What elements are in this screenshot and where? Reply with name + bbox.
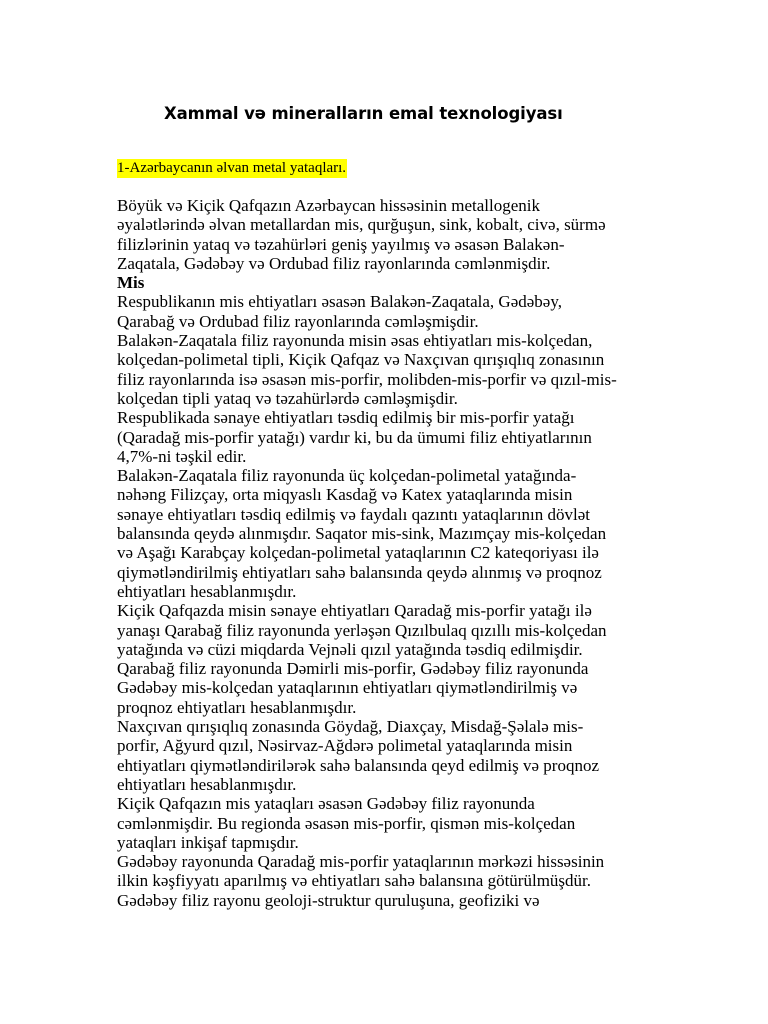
body-text-line: Respublikanın mis ehtiyatları əsasən Balakən-Zaqatala, Gədəbəy, <box>117 292 562 312</box>
body-text-line: balansında qeydə alınmışdır. Saqator mis-sink, Mazımçay mis-kolçedan <box>117 524 607 544</box>
body-text-line: qiymətləndirilmiş ehtiyatları sahə balansında qeydə alınmış və proqnoz <box>117 562 602 582</box>
subheading-line: Mis <box>117 273 145 293</box>
body-text-line: Respublikada sənaye ehtiyatları təsdiq edilmiş bir mis-porfir yatağı <box>117 408 575 428</box>
body-text-line: ilkin kəşfiyyatı aparılmış və ehtiyatları sahə balansına götürülmüşdür. <box>117 871 591 891</box>
body-text-line: Qarabağ və Ordubad filiz rayonlarında cəmləşmişdir. <box>117 311 479 331</box>
body-text-line: Qarabağ filiz rayonunda Dəmirli mis-porfir, Gədəbəy filiz rayonunda <box>117 659 589 679</box>
body-text-line: Balakən-Zaqatala filiz rayonunda misin əsas ehtiyatları mis-kolçedan, <box>117 331 593 351</box>
body-text-line: nəhəng Filizçay, orta miqyaslı Kasdağ və Katex yataqlarında misin <box>117 485 573 505</box>
body-text-line: və Aşağı Karabçay kolçedan-polimetal yataqlarının C2 kateqoriyası ilə <box>117 543 599 563</box>
body-text-line: filizlərinin yataq və təzahürləri geniş yayılmış və əsasən Balakən- <box>117 234 565 254</box>
body-text-line: Kiçik Qafqazda misin sənaye ehtiyatları Qaradağ mis-porfir yatağı ilə <box>117 601 592 621</box>
body-text-line: yatağında və cüzi miqdarda Vejnəli qızıl yatağında təsdiq edilmişdir. <box>117 639 583 659</box>
body-text-line: Böyük və Kiçik Qafqazın Azərbaycan hissəsinin metallogenik <box>117 196 540 215</box>
body-text-line: yanaşı Qarabağ filiz rayonunda yerləşən Qızılbulaq qızıllı mis-kolçedan <box>117 620 607 640</box>
body-text-line: cəmlənmişdir. Bu regionda əsasən mis-porfir, qismən mis-kolçedan <box>117 813 576 833</box>
body-text-line: sənaye ehtiyatları təsdiq edilmiş və faydalı qazıntı yataqlarının dövlət <box>117 504 591 524</box>
body-text-line: (Qaradağ mis-porfir yatağı) vardır ki, bu da ümumi filiz ehtiyatlarının <box>117 427 592 447</box>
body-text-line: Gədəbəy mis-kolçedan yataqlarının ehtiyatları qiymətləndirilmiş və <box>117 678 578 698</box>
body-text-line: Kiçik Qafqazın mis yataqları əsasən Gədəbəy filiz rayonunda <box>117 794 535 814</box>
body-text-line: filiz rayonlarında isə əsasən mis-porfir, molibden-mis-porfir və qızıl-mis- <box>117 369 617 389</box>
body-text-line: ehtiyatları hesablanmışdır. <box>117 774 297 794</box>
body-text-line: Naxçıvan qırışıqlıq zonasında Göydağ, Diaxçay, Misdağ-Şəlalə mis- <box>117 717 584 737</box>
body-text-line: Balakən-Zaqatala filiz rayonunda üç kolçedan-polimetal yatağında- <box>117 466 577 486</box>
body-text-line: Gədəbəy rayonunda Qaradağ mis-porfir yataqlarının mərkəzi hissəsinin <box>117 852 605 872</box>
body-text-line: kolçedan tipli yataq və təzahürlərdə cəmləşmişdir. <box>117 388 458 408</box>
body-text-line: əyalətlərində əlvan metallardan mis, qurğuşun, sink, kobalt, civə, sürmə <box>117 215 606 235</box>
body-text-line: kolçedan-polimetal tipli, Kiçik Qafqaz və Naxçıvan qırışıqlıq zonasının <box>117 350 605 370</box>
section-heading-highlighted: 1-Azərbaycanın əlvan metal yataqları. <box>117 160 347 176</box>
body-text-line: ehtiyatları hesablanmışdır. <box>117 581 297 601</box>
body-text-line: yataqları inkişaf tapmışdır. <box>117 832 299 852</box>
body-text-line: Zaqatala, Gədəbəy və Ordubad filiz rayonlarında cəmlənmişdir. <box>117 253 551 273</box>
body-text-line: proqnoz ehtiyatları hesablanmışdır. <box>117 697 357 717</box>
body-text-line: porfir, Ağyurd qızıl, Nəsirvaz-Ağdərə polimetal yataqlarında misin <box>117 736 573 756</box>
document-body <box>117 196 677 910</box>
body-text-line: ehtiyatları qiymətləndirilərək sahə balansında qeyd edilmiş və proqnoz <box>117 755 599 775</box>
body-text-line: Gədəbəy filiz rayonu geoloji-struktur quruluşuna, geofiziki və <box>117 890 540 910</box>
body-text-line: 4,7%-ni təşkil edir. <box>117 446 247 466</box>
document-title: Xammal və mineralların emal texnologiyası <box>164 104 563 123</box>
